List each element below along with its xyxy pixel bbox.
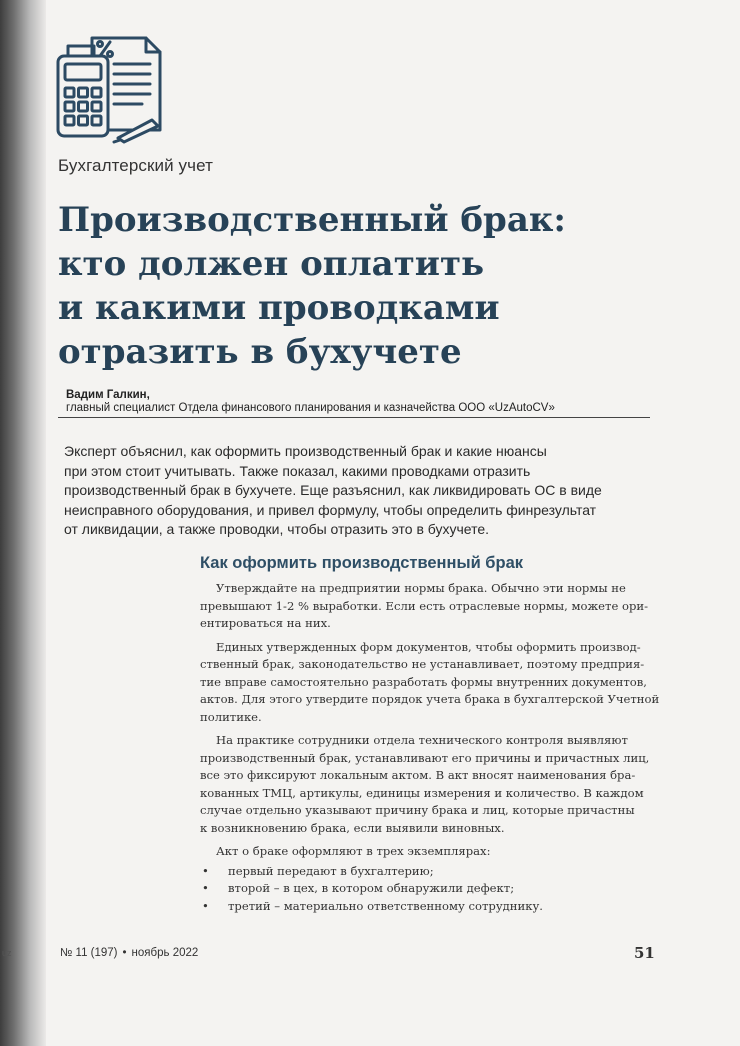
body-line: ентироваться на них. <box>200 616 331 630</box>
title-line: отразить в бухучете <box>58 332 462 372</box>
issue-number: № 11 (197) <box>60 947 118 959</box>
title-line: Производственный брак: <box>58 200 566 240</box>
body-line: Единых утвержденных форм документов, чтобы оформить производ- <box>216 639 641 654</box>
scan-gutter-shadow <box>0 0 46 1046</box>
section-label: Бухгалтерский учет <box>58 156 213 175</box>
accounting-calculator-icon <box>52 34 164 144</box>
bullet-icon: • <box>202 863 209 878</box>
list-item-text: второй – в цех, в котором обнаружили дефект; <box>228 881 515 895</box>
body-line: актов. Для этого утвердите порядок учета брака в бухгалтерской Учетной <box>200 692 660 706</box>
author-role: главный специалист Отдела финансового планирования и казначейства ООО «UzAutoCV» <box>66 402 555 414</box>
body-line: На практике сотрудники отдела технического контроля выявляют <box>216 733 628 747</box>
body-line: все это фиксируют локальным актом. В акт вносят наименования бра- <box>200 768 636 782</box>
list-item <box>200 898 660 916</box>
lead-line: производственный брак в бухучете. Еще разъяснил, как ликвидировать ОС в виде <box>64 482 602 498</box>
body-line: превышают 1-2 % выработки. Если есть отраслевые нормы, можете ори- <box>200 598 649 613</box>
body-paragraph <box>200 732 660 837</box>
body-line: кованных ТМЦ, артикулы, единицы измерения и количество. В каждом <box>200 785 644 800</box>
list-item-text: первый передают в бухгалтерию; <box>228 863 434 878</box>
article-title <box>58 198 618 374</box>
lead-paragraph <box>64 442 664 540</box>
list-item <box>200 880 660 898</box>
body-paragraph <box>200 639 660 727</box>
issue-info <box>60 947 198 959</box>
body-line: случае отдельно указывают причину брака и лиц, которые причастны <box>200 803 635 817</box>
author-divider <box>58 417 650 418</box>
scan-edge-mark: uz <box>2 948 12 958</box>
bullet-icon: • <box>202 881 209 895</box>
article-body <box>200 580 660 915</box>
body-line: политике. <box>200 709 262 724</box>
section-heading: Как оформить производственный брак <box>200 554 524 572</box>
body-line: Утверждайте на предприятии нормы брака. Обычно эти нормы не <box>216 581 626 595</box>
body-paragraph <box>200 580 660 633</box>
list-item-text: третий – материально ответственному сотруднику. <box>228 898 543 913</box>
body-line: Акт о браке оформляют в трех экземплярах: <box>216 844 491 858</box>
copies-list <box>200 863 660 916</box>
bullet-icon: • <box>202 898 209 913</box>
lead-line: неисправного оборудования, и привел формулу, чтобы определить финрезультат <box>64 501 597 518</box>
list-intro <box>200 843 660 861</box>
page-number: 51 <box>634 944 655 962</box>
lead-line: от ликвидации, а также проводки, чтобы отразить это в бухучете. <box>64 521 490 537</box>
lead-line: Эксперт объяснил, как оформить производственный брак и какие нюансы <box>64 443 547 459</box>
issue-date: ноябрь 2022 <box>131 947 199 959</box>
title-line: кто должен оплатить <box>58 244 485 284</box>
footer-separator: • <box>122 947 127 959</box>
body-line: производственный брак, устанавливают его причины и причастных лиц, <box>200 750 650 765</box>
body-line: ственный брак, законодательство не устанавливает, поэтому предприя- <box>200 657 645 671</box>
author-name: Вадим Галкин, <box>66 389 150 401</box>
body-line: к возникновению брака, если выявили виновных. <box>200 820 505 835</box>
body-line: тие вправе самостоятельно разработать формы внутренних документов, <box>200 674 647 689</box>
list-item <box>200 863 660 881</box>
title-line: и какими проводками <box>58 288 500 328</box>
lead-line: при этом стоит учитывать. Также показал, какими проводками отразить <box>64 462 531 479</box>
